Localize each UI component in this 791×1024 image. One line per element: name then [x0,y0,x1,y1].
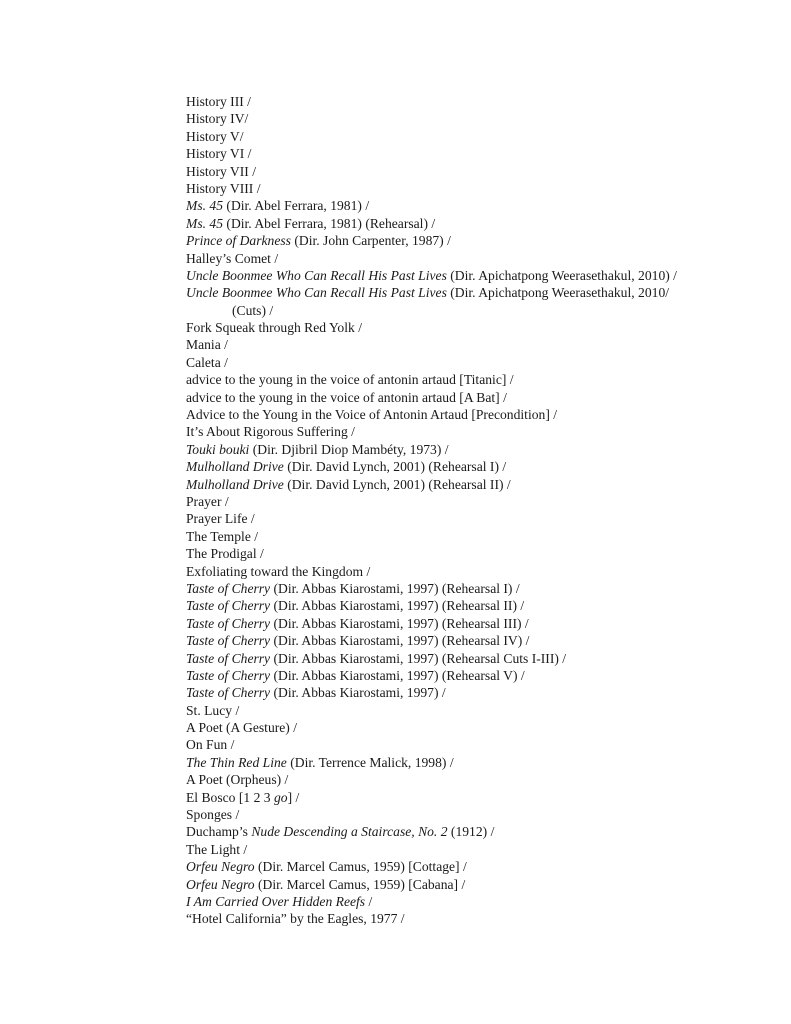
entry-text: Prayer Life / [186,511,255,527]
list-item [186,806,746,823]
entry-text: (Dir. David Lynch, 2001) (Rehearsal II) / [283,476,511,492]
entry-text: (Dir. Abbas Kiarostami, 1997) (Rehearsal V) / [270,667,525,683]
list-item [186,545,746,562]
entry-text: On Fun / [186,737,235,753]
entry-text: History VI / [186,146,252,162]
list-item [186,580,746,597]
entry-text: (Dir. Marcel Camus, 1959) [Cabana] / [254,876,466,892]
work-title: go [273,789,288,805]
entry-text: Sponges / [186,807,240,823]
list-item [186,319,746,336]
entry-text: (Dir. Apichatpong Weerasethakul, 2010) / [446,267,677,283]
list-item [186,597,746,614]
entry-text: History VII / [186,163,256,179]
list-item [186,180,746,197]
list-item [186,197,746,214]
work-title: Orfeu Negro [186,876,255,892]
entry-text: “Hotel California” by the Eagles, 1977 / [186,911,405,927]
list-item [186,336,746,353]
entry-text: A Poet (A Gesture) / [186,720,297,736]
list-item [186,232,746,249]
list-item [186,615,746,632]
entry-text: Exfoliating toward the Kingdom / [186,563,371,579]
list-item [186,493,746,510]
entry-text: Mania / [186,337,228,353]
entry-text: / [365,893,373,909]
entry-text: (Dir. Abel Ferrara, 1981) / [223,198,370,214]
work-title: Uncle Boonmee Who Can Recall His Past Lives [186,267,447,283]
list-item [186,754,746,771]
entry-text: Prayer / [186,493,229,509]
entry-text: (Dir. David Lynch, 2001) (Rehearsal I) / [283,459,507,475]
list-item [186,719,746,736]
work-title: Mulholland Drive [186,459,284,475]
entry-text: (Dir. Apichatpong Weerasethakul, 2010/ [446,285,670,301]
work-title: Prince of Darkness [186,233,291,249]
entry-text: The Prodigal / [186,546,264,562]
entry-text: (Dir. Abbas Kiarostami, 1997) (Rehearsal II) / [270,598,525,614]
list-item [186,563,746,580]
list-item [186,93,746,110]
entry-text: Fork Squeak through Red Yolk / [186,320,362,336]
list-item [186,128,746,145]
list-item [186,667,746,684]
list-item [186,476,746,493]
entry-text: (Cuts) / [232,302,274,318]
list-item [186,789,746,806]
list-item [186,110,746,127]
list-item [186,284,746,301]
entry-text: The Light / [186,841,248,857]
list-item [186,145,746,162]
entry-text: (Dir. Abel Ferrara, 1981) (Rehearsal) / [223,215,436,231]
list-item [186,910,746,927]
work-title: Taste of Cherry [186,598,271,614]
list-item [186,371,746,388]
entry-text: (Dir. Marcel Camus, 1959) [Cottage] / [254,859,467,875]
list-item [186,423,746,440]
entry-text: (Dir. Abbas Kiarostami, 1997) (Rehearsal IV) / [270,633,530,649]
entry-text: Caleta / [186,354,228,370]
work-title: Taste of Cherry [186,615,271,631]
list-item [186,632,746,649]
list-item [186,702,746,719]
list-item [186,250,746,267]
entry-text: History III / [186,94,251,109]
entry-text: Advice to the Young in the Voice of Antonin Artaud [Precondition] / [186,407,558,423]
entry-text: A Poet (Orpheus) / [186,772,289,788]
list-item [186,267,746,284]
list-item [186,215,746,232]
entry-text: ] / [287,789,300,805]
entry-text: advice to the young in the voice of antonin artaud [Titanic] / [186,372,514,388]
entry-text: (Dir. Abbas Kiarostami, 1997) (Rehearsal I) / [270,580,520,596]
entry-text: (Dir. Abbas Kiarostami, 1997) (Rehearsal Cuts I-III) / [270,650,567,666]
list-item [186,823,746,840]
list-item [186,441,746,458]
entry-text: The Temple / [186,528,259,544]
entry-text: It’s About Rigorous Suffering / [186,424,355,440]
work-title: Ms. 45 [186,215,224,231]
entry-text: (Dir. John Carpenter, 1987) / [290,233,451,249]
entry-text: History V/ [186,128,244,144]
entry-text: Duchamp’s [186,824,252,840]
list-item [186,528,746,545]
list-item [186,510,746,527]
work-title: Mulholland Drive [186,476,284,492]
list-item [186,163,746,180]
list-item [186,771,746,788]
entry-text: (Dir. Terrence Malick, 1998) / [286,754,454,770]
list-item [186,736,746,753]
work-title: Taste of Cherry [186,650,271,666]
work-title: Orfeu Negro [186,859,255,875]
entry-text: (1912) / [447,824,495,840]
entry-text: advice to the young in the voice of antonin artaud [A Bat] / [186,389,507,405]
work-title: Taste of Cherry [186,685,271,701]
work-title: Touki bouki [186,441,250,457]
contents-list [186,93,746,928]
work-title: Nude Descending a Staircase, No. 2 [251,824,448,840]
work-title: Taste of Cherry [186,633,271,649]
entry-text: (Dir. Abbas Kiarostami, 1997) / [270,685,446,701]
entry-text: (Dir. Abbas Kiarostami, 1997) (Rehearsal III) / [270,615,529,631]
list-item [186,893,746,910]
list-item [186,841,746,858]
entry-text: Halley’s Comet / [186,250,279,266]
list-item [186,684,746,701]
entry-text: (Dir. Djibril Diop Mambéty, 1973) / [249,441,449,457]
list-item-continuation [186,302,746,319]
list-item [186,354,746,371]
work-title: Taste of Cherry [186,667,271,683]
entry-text: History VIII / [186,180,261,196]
list-item [186,389,746,406]
list-item [186,876,746,893]
work-title: Uncle Boonmee Who Can Recall His Past Lives [186,285,447,301]
list-item [186,858,746,875]
entry-text: El Bosco [1 2 3 [186,789,274,805]
entry-text: History IV/ [186,111,249,127]
list-item [186,406,746,423]
work-title: I Am Carried Over Hidden Reefs [186,893,366,909]
work-title: Taste of Cherry [186,580,271,596]
work-title: Ms. 45 [186,198,224,214]
list-item [186,650,746,667]
list-item [186,458,746,475]
entry-text: St. Lucy / [186,702,240,718]
work-title: The Thin Red Line [186,754,287,770]
